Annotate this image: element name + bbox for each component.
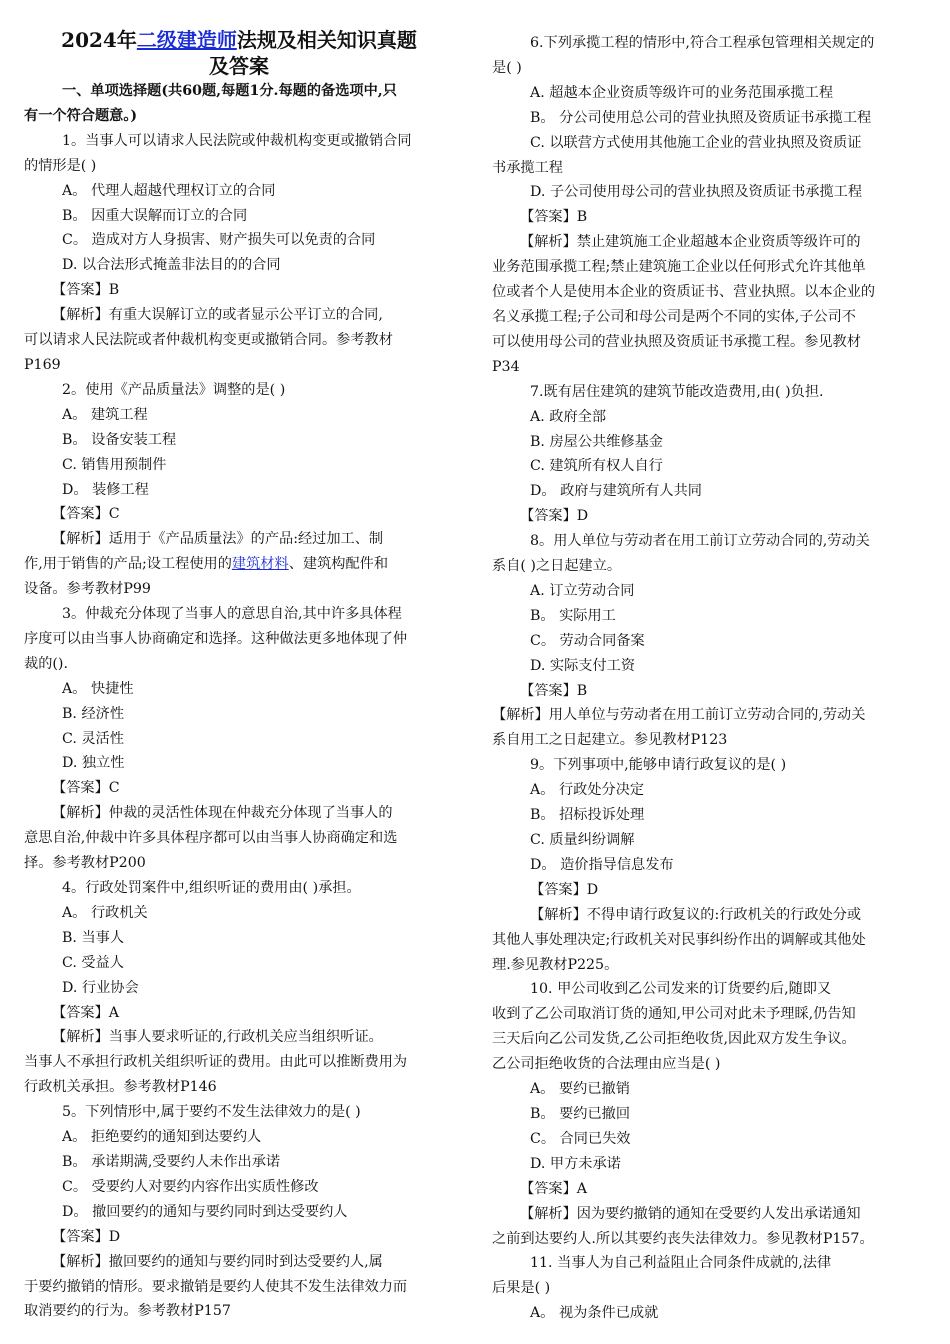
option-b: B。 要约已撤回 — [530, 1105, 631, 1122]
question-text: 后果是( ) — [492, 1280, 551, 1297]
option-a: A。 要约已撤销 — [530, 1081, 630, 1098]
question-4 — [24, 876, 454, 1100]
question-text: 9。下列事项中,能够申请行政复议的是( ) — [530, 757, 787, 774]
title-year: 2024年 — [61, 28, 137, 52]
question-text: 6.下列承揽工程的情形中,符合工程承包管理相关规定的 — [530, 35, 875, 51]
question-text: 系自( )之日起建立。 — [492, 558, 622, 575]
option-d: D. 子公司使用母公司的营业执照及资质证书承揽工程 — [530, 184, 863, 201]
right-column — [492, 31, 924, 1326]
option-c-cont: 书承揽工程 — [492, 159, 563, 176]
explanation-text: 作,用于销售的产品;设工程使用的 — [24, 556, 232, 573]
option-d: D。 造价指导信息发布 — [530, 856, 674, 873]
option-b: B。 招标投诉处理 — [530, 807, 645, 824]
question-text: 5。下列情形中,属于要约不发生法律效力的是( ) — [62, 1104, 361, 1121]
explanation: 【解析】适用于《产品质量法》的产品:经过加工、制 — [52, 531, 384, 548]
option-c: C. 受益人 — [62, 954, 124, 971]
question-text: 裁的(). — [24, 655, 68, 672]
explanation: 可以使用母公司的营业执照及资质证书承揽工程。参见教材 — [492, 333, 861, 350]
option-a: A。 代理人超越代理权订立的合同 — [62, 182, 276, 199]
option-b: B. 房屋公共维修基金 — [530, 433, 663, 450]
option-b: B。 实际用工 — [530, 607, 616, 624]
explanation: 可以请求人民法院或者仲裁机构变更或撤销合同。参考教材 — [24, 332, 393, 349]
explanation: P34 — [492, 358, 520, 375]
explanation: 其他人事处理决定;行政机关对民事纠纷作出的调解或其他处 — [492, 931, 866, 948]
option-d: D. 以合法形式掩盖非法目的的合同 — [62, 257, 281, 274]
option-a: A. 订立劳动合同 — [530, 582, 635, 599]
option-c: C. 以联营方式使用其他施工企业的营业执照及资质证 — [530, 134, 862, 151]
option-d: D. 独立性 — [62, 755, 125, 772]
option-c: C。 合同已失效 — [530, 1130, 631, 1147]
question-11 — [492, 1251, 924, 1326]
explanation: 之前到达要约人.所以其要约丧失法律效力。参见教材P157。 — [492, 1230, 874, 1247]
option-d: D。 装修工程 — [62, 481, 149, 498]
answer: 【答案】C — [52, 506, 120, 523]
explanation-text: 、建筑构配件和 — [288, 556, 389, 573]
option-a: A。 视为条件已成就 — [530, 1305, 659, 1322]
question-text: 的情形是( ) — [24, 157, 97, 174]
option-b: B。 因重大误解而订立的合同 — [62, 207, 248, 224]
question-2 — [24, 378, 454, 602]
option-d: D. 实际支付工资 — [530, 657, 636, 674]
question-text: 8。用人单位与劳动者在用工前订立劳动合同的,劳动关 — [530, 533, 870, 550]
option-b: B. 经济性 — [62, 705, 125, 722]
option-a: A。 行政机关 — [62, 904, 148, 921]
title-link[interactable]: 二级建造师 — [136, 28, 237, 52]
option-a: A。 行政处分决定 — [530, 782, 645, 799]
option-c: C。 造成对方人身损害、财产损失可以免责的合同 — [62, 232, 376, 249]
question-text: 收到了乙公司取消订货的通知,甲公司对此未予理睬,仍告知 — [492, 1006, 856, 1023]
explanation: 理.参见教材P225。 — [492, 956, 619, 973]
explanation — [24, 552, 454, 577]
question-8 — [492, 529, 924, 753]
option-d: D。 政府与建筑所有人共同 — [530, 483, 702, 500]
explanation: 【解析】撤回要约的通知与要约同时到达受要约人,属 — [52, 1253, 383, 1270]
option-d: D. 行业协会 — [62, 979, 139, 996]
option-c: C。 受要约人对要约内容作出实质性修改 — [62, 1178, 319, 1195]
answer: 【答案】B — [520, 682, 588, 699]
explanation: P169 — [24, 356, 61, 373]
answer: 【答案】D — [530, 881, 599, 898]
question-3 — [24, 602, 454, 876]
building-materials-link[interactable]: 建筑材料 — [231, 556, 289, 573]
answer: 【答案】C — [52, 780, 120, 797]
explanation: 名义承揽工程;子公司和母公司是两个不同的实体,子公司不 — [492, 308, 856, 325]
answer: 【答案】B — [52, 282, 120, 299]
explanation: 择。参考教材P200 — [24, 855, 146, 872]
explanation: 【解析】仲裁的灵活性体现在仲裁充分体现了当事人的 — [52, 805, 393, 822]
explanation: 系自用工之日起建立。参见教材P123 — [492, 732, 728, 749]
section-heading: 一、单项选择题(共60题,每题1分.每题的备选项中,只 — [62, 83, 397, 99]
answer: 【答案】B — [520, 209, 588, 226]
option-a: A. 超越本企业资质等级许可的业务范围承揽工程 — [530, 84, 834, 101]
question-6 — [492, 31, 924, 380]
question-5 — [24, 1100, 454, 1324]
question-9 — [492, 753, 924, 977]
option-c: C. 建筑所有权人自行 — [530, 458, 663, 475]
question-text: 10. 甲公司收到乙公司发来的订货要约后,随即又 — [530, 981, 832, 998]
explanation: 行政机关承担。参考教材P146 — [24, 1079, 217, 1096]
explanation: 于要约撤销的情形。要求撤销是要约人使其不发生法律效力而 — [24, 1278, 408, 1295]
answer: 【答案】A — [520, 1180, 587, 1197]
option-c: C. 质量纠纷调解 — [530, 832, 635, 848]
option-b: B. 当事人 — [62, 929, 125, 946]
question-text: 4。行政处罚案件中,组织听证的费用由( )承担。 — [62, 880, 361, 896]
option-b: B。 分公司使用总公司的营业执照及资质证书承揽工程 — [530, 109, 872, 126]
title-rest: 法规及相关知识真题 — [236, 28, 417, 52]
explanation: 业务范围承揽工程;禁止建筑施工企业以任何形式允许其他单 — [492, 259, 866, 276]
document-title-line2: 及答案 — [209, 53, 269, 78]
answer: 【答案】A — [52, 1004, 119, 1021]
answer: 【答案】D — [520, 508, 589, 525]
option-a: A。 快捷性 — [62, 680, 134, 697]
explanation: 位或者个人是使用本企业的资质证书、营业执照。以本企业的 — [492, 284, 876, 301]
question-text: 三天后向乙公司发货,乙公司拒绝收货,因此双方发生争议。 — [492, 1031, 856, 1048]
answer: 【答案】D — [52, 1228, 121, 1245]
section-heading-cont: 有一个符合题意。) — [24, 107, 138, 124]
option-d: D. 甲方未承诺 — [530, 1155, 621, 1172]
question-10 — [492, 977, 924, 1251]
explanation: 当事人不承担行政机关组织听证的费用。由此可以推断费用为 — [24, 1054, 408, 1071]
explanation: 取消要约的行为。参考教材P157 — [24, 1303, 231, 1320]
document-title — [24, 28, 454, 54]
left-column — [24, 28, 454, 1324]
explanation: 【解析】有重大误解订立的或者显示公平订立的合同, — [52, 307, 383, 324]
question-1 — [24, 129, 454, 378]
question-text: 3。仲裁充分体现了当事人的意思自治,其中许多具体程 — [62, 606, 402, 623]
option-c: C. 灵活性 — [62, 730, 124, 747]
question-text: 11. 当事人为自己利益阻止合同条件成就的,法律 — [530, 1255, 832, 1272]
question-text: 是( ) — [492, 59, 522, 76]
option-a: A. 政府全部 — [530, 408, 607, 425]
question-7 — [492, 380, 924, 529]
question-text: 乙公司拒绝收货的合法理由应当是( ) — [492, 1056, 721, 1073]
explanation: 【解析】用人单位与劳动者在用工前订立劳动合同的,劳动关 — [492, 707, 866, 724]
option-b: B。 承诺期满,受要约人未作出承诺 — [62, 1153, 281, 1170]
option-b: B。 设备安装工程 — [62, 431, 177, 448]
explanation: 设备。参考教材P99 — [24, 581, 151, 598]
question-text: 序度可以由当事人协商确定和选择。这种做法更多地体现了仲 — [24, 630, 408, 647]
question-text: 1。当事人可以请求人民法院或仲裁机构变更或撤销合同 — [62, 132, 412, 149]
option-a: A。 建筑工程 — [62, 406, 148, 423]
option-c: C。 劳动合同备案 — [530, 632, 645, 649]
option-c: C. 销售用预制件 — [62, 456, 167, 473]
explanation: 【解析】禁止建筑施工企业超越本企业资质等级许可的 — [520, 234, 861, 251]
explanation: 意思自治,仲裁中许多具体程序都可以由当事人协商确定和选 — [24, 830, 398, 847]
option-d: D。 撤回要约的通知与要约同时到达受要约人 — [62, 1203, 348, 1220]
question-text: 2。使用《产品质量法》调整的是( ) — [62, 381, 286, 398]
explanation: 【解析】当事人要求听证的,行政机关应当组织听证。 — [52, 1029, 383, 1046]
explanation: 【解析】不得申请行政复议的:行政机关的行政处分或 — [530, 906, 862, 923]
explanation: 【解析】因为要约撤销的通知在受要约人发出承诺通知 — [520, 1205, 861, 1222]
option-a: A。 拒绝要约的通知到达要约人 — [62, 1129, 262, 1146]
question-text: 7.既有居住建筑的建筑节能改造费用,由( )负担. — [530, 383, 824, 400]
